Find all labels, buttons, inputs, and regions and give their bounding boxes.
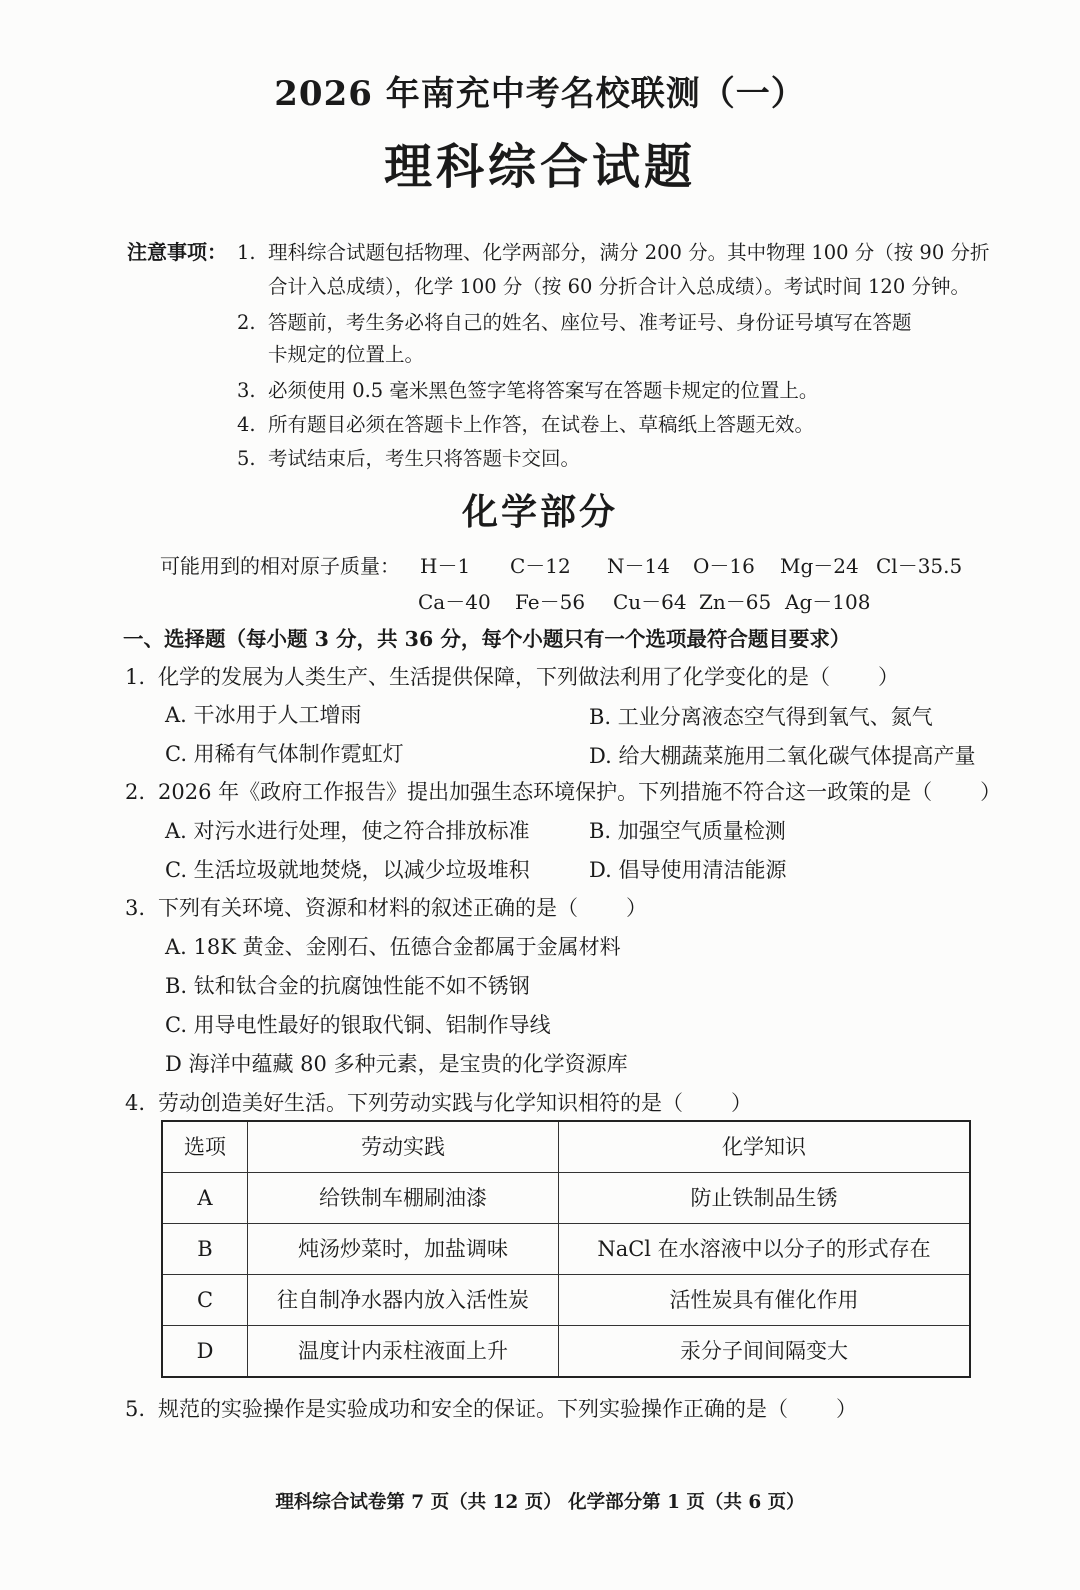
atomic-mass-item: O－16: [693, 554, 755, 578]
question-stem: 规范的实验操作是实验成功和安全的保证。下列实验操作正确的是（ ）: [158, 1397, 857, 1421]
question-stem: 化学的发展为人类生产、生活提供保障，下列做法利用了化学变化的是（ ）: [158, 665, 899, 689]
atomic-mass-item: N－14: [607, 554, 670, 578]
atomic-mass-item: C－12: [510, 554, 571, 578]
option-b: B. 加强空气质量检测: [589, 819, 786, 843]
table-row: [162, 1326, 970, 1378]
option-b: B. 工业分离液态空气得到氧气、氮气: [589, 705, 933, 729]
note-text: 卡规定的位置上。: [268, 343, 425, 366]
table-row: [162, 1275, 970, 1326]
atomic-mass-item: Cu－64: [613, 590, 687, 614]
table-cell: 防止铁制品生锈: [559, 1173, 971, 1224]
table-cell: 炖汤炒菜时，加盐调味: [248, 1224, 559, 1275]
atomic-mass-item: Cl－35.5: [876, 554, 963, 578]
exam-series-title: 2026 年南充中考名校联测（一）: [274, 74, 806, 114]
option-c: C. 生活垃圾就地焚烧，以减少垃圾堆积: [165, 858, 530, 882]
section-title: 化学部分: [461, 491, 618, 533]
note-text: 理科综合试题包括物理、化学两部分，满分 200 分。其中物理 100 分（按 90 分折: [268, 241, 990, 264]
question-number: 5.: [125, 1397, 146, 1421]
atomic-mass-item: Zn－65: [699, 590, 772, 614]
note-text: 必须使用 0.5 毫米黑色签字笔将答案写在答题卡规定的位置上。: [268, 379, 819, 402]
table-cell: D: [162, 1326, 248, 1378]
option-c: C. 用稀有气体制作霓虹灯: [165, 742, 404, 766]
question-stem: 劳动创造美好生活。下列劳动实践与化学知识相符的是（ ）: [158, 1091, 752, 1115]
question-stem: 2026 年《政府工作报告》提出加强生态环境保护。下列措施不符合这一政策的是（ ）: [158, 780, 1002, 804]
option-d: D 海洋中蕴藏 80 多种元素，是宝贵的化学资源库: [165, 1052, 628, 1076]
note-number: 2.: [237, 311, 256, 334]
table-cell: 给铁制车棚刷油漆: [248, 1173, 559, 1224]
option-a: A. 干冰用于人工增雨: [165, 703, 362, 727]
table-row: [162, 1173, 970, 1224]
option-d: D. 给大棚蔬菜施用二氧化碳气体提高产量: [589, 744, 976, 768]
table-header-row: [162, 1121, 970, 1173]
option-a: A. 18K 黄金、金刚石、伍德合金都属于金属材料: [165, 935, 621, 959]
note-number: 3.: [237, 379, 256, 402]
answer-options-table: [161, 1120, 971, 1378]
table-cell: 温度计内汞柱液面上升: [248, 1326, 559, 1378]
question-number: 1.: [125, 665, 146, 689]
table-cell: 汞分子间间隔变大: [559, 1326, 971, 1378]
part-heading: 一、选择题（每小题 3 分，共 36 分，每个小题只有一个选项最符合题目要求）: [123, 627, 851, 651]
option-b: B. 钛和钛合金的抗腐蚀性能不如不锈钢: [165, 974, 530, 998]
option-d: D. 倡导使用清洁能源: [589, 858, 787, 882]
table-cell: 往自制净水器内放入活性炭: [248, 1275, 559, 1326]
table-cell: 活性炭具有催化作用: [559, 1275, 971, 1326]
question-number: 4.: [125, 1091, 146, 1115]
atomic-mass-item: Ag－108: [785, 590, 871, 614]
table-header-cell: 劳动实践: [248, 1121, 559, 1173]
table-cell: A: [162, 1173, 248, 1224]
page-footer: 理科综合试卷第 7 页（共 12 页） 化学部分第 1 页（共 6 页）: [275, 1492, 805, 1513]
note-text: 答题前，考生务必将自己的姓名、座位号、准考证号、身份证号填写在答题: [268, 311, 912, 334]
note-number: 4.: [237, 413, 256, 436]
table-cell: C: [162, 1275, 248, 1326]
question-stem: 下列有关环境、资源和材料的叙述正确的是（ ）: [158, 896, 647, 920]
question-number: 3.: [125, 896, 146, 920]
table-header-cell: 化学知识: [559, 1121, 971, 1173]
note-number: 5.: [237, 447, 256, 470]
exam-subject-title: 理科综合试题: [383, 139, 696, 195]
atomic-mass-item: H－1: [420, 554, 471, 578]
table-cell: NaCl 在水溶液中以分子的形式存在: [559, 1224, 971, 1275]
table-row: [162, 1224, 970, 1275]
note-text: 所有题目必须在答题卡上作答，在试卷上、草稿纸上答题无效。: [268, 413, 815, 436]
question-number: 2.: [125, 780, 146, 804]
atomic-mass-label: 可能用到的相对原子质量：: [160, 554, 400, 578]
option-c: C. 用导电性最好的银取代铜、铝制作导线: [165, 1013, 551, 1037]
note-number: 1.: [237, 241, 256, 264]
atomic-mass-item: Ca－40: [418, 590, 491, 614]
table-header-cell: 选项: [162, 1121, 248, 1173]
option-a: A. 对污水进行处理，使之符合排放标准: [165, 819, 530, 843]
atomic-mass-item: Fe－56: [515, 590, 586, 614]
note-text: 合计入总成绩），化学 100 分（按 60 分折合计入总成绩）。考试时间 120 分钟。: [268, 275, 970, 298]
notes-label: 注意事项：: [127, 240, 227, 264]
atomic-mass-item: Mg－24: [780, 554, 859, 578]
table-cell: B: [162, 1224, 248, 1275]
note-text: 考试结束后，考生只将答题卡交回。: [268, 447, 581, 470]
